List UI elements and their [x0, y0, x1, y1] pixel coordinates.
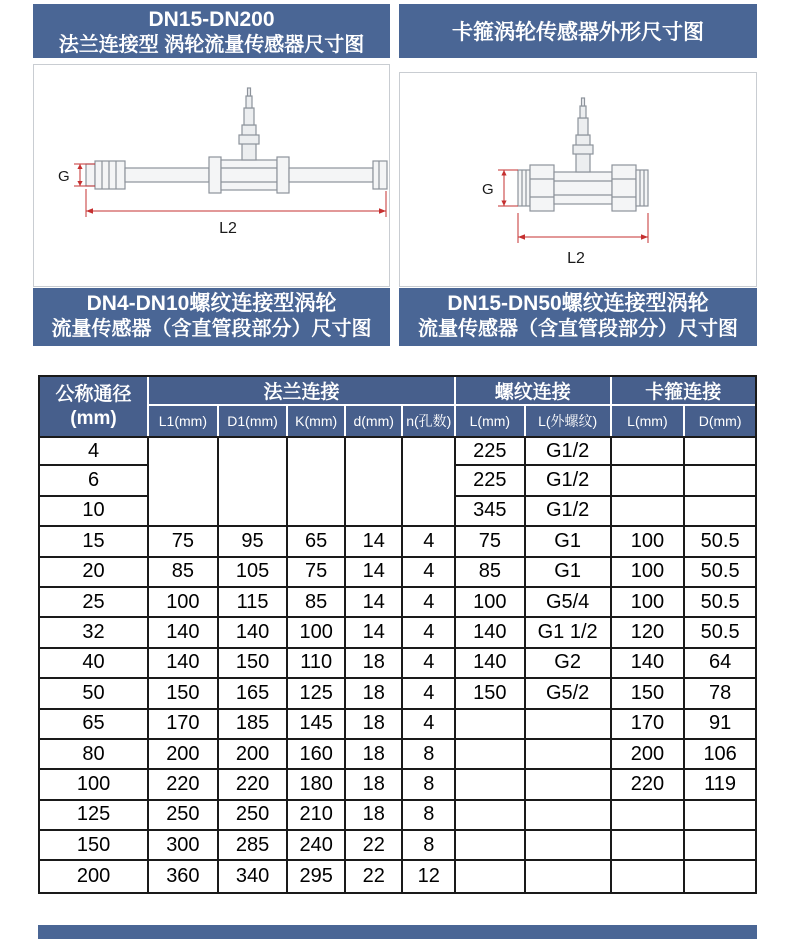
- header-nominal-diameter: [40, 377, 149, 436]
- top-left-title-banner: [33, 4, 390, 58]
- table-cell: 150: [149, 679, 219, 709]
- table-cell-empty: [526, 740, 612, 770]
- table-cell: 100: [612, 527, 686, 557]
- table-cell: 14: [346, 618, 404, 648]
- table-cell: 18: [346, 679, 404, 709]
- right-g-label: G: [482, 181, 494, 198]
- table-cell: 4: [403, 679, 456, 709]
- table-cell-empty: [456, 801, 526, 831]
- table-cell: 50: [40, 679, 149, 709]
- table-cell: 22: [346, 861, 404, 891]
- table-cell: 100: [288, 618, 346, 648]
- table-cell: 85: [149, 558, 219, 588]
- table-cell-empty: [612, 466, 686, 496]
- table-cell-empty: [685, 466, 755, 496]
- table-cell-empty: [526, 801, 612, 831]
- table-body: [40, 436, 755, 892]
- table-cell: 150: [456, 679, 526, 709]
- table-cell: 150: [219, 649, 289, 679]
- table-cell: 220: [612, 770, 686, 800]
- table-cell: 120: [612, 618, 686, 648]
- table-cell: 18: [346, 649, 404, 679]
- table-cell: 40: [40, 649, 149, 679]
- top-left-title-line1: DN15-DN200: [148, 8, 275, 31]
- table-cell: 170: [612, 710, 686, 740]
- table-cell: 6: [40, 466, 149, 496]
- table-cell: 200: [149, 740, 219, 770]
- table-cell: 65: [288, 527, 346, 557]
- table-row: [40, 436, 755, 466]
- table-cell: 300: [149, 831, 219, 861]
- table-cell: 50.5: [685, 527, 755, 557]
- header-n: n(孔数): [403, 406, 456, 436]
- table-cell: 32: [40, 618, 149, 648]
- table-cell: 4: [403, 618, 456, 648]
- table-cell: 140: [612, 649, 686, 679]
- table-cell: 18: [346, 710, 404, 740]
- table-cell: 220: [219, 770, 289, 800]
- header-group-thread: 螺纹连接: [456, 377, 612, 406]
- table-cell: 10: [40, 497, 149, 527]
- table-cell: 8: [403, 740, 456, 770]
- table-cell: 145: [288, 710, 346, 740]
- table-cell: 8: [403, 831, 456, 861]
- table-cell: 140: [149, 649, 219, 679]
- table-cell: 18: [346, 740, 404, 770]
- table-cell: 285: [219, 831, 289, 861]
- table-cell: 14: [346, 558, 404, 588]
- header-group-flange: 法兰连接: [149, 377, 456, 406]
- table-row: [40, 527, 755, 557]
- table-cell-empty: [526, 710, 612, 740]
- table-cell-empty: [149, 436, 219, 527]
- table-cell: 185: [219, 710, 289, 740]
- table-cell: 50.5: [685, 558, 755, 588]
- table-cell-empty: [288, 436, 346, 527]
- table-cell-empty: [346, 436, 404, 527]
- top-left-title-line2: 法兰连接型 涡轮流量传感器尺寸图: [58, 34, 365, 56]
- table-cell-empty: [456, 710, 526, 740]
- table-cell: 100: [612, 558, 686, 588]
- table-cell: 110: [288, 649, 346, 679]
- left-caption-banner: [33, 288, 390, 346]
- table-cell-empty: [685, 436, 755, 466]
- dimension-table-wrapper: [38, 375, 757, 894]
- table-cell: 14: [346, 588, 404, 618]
- table-cell-empty: [526, 861, 612, 891]
- table-cell: 25: [40, 588, 149, 618]
- table-cell: 50.5: [685, 588, 755, 618]
- table-cell: 250: [219, 801, 289, 831]
- right-dimension-g: [498, 170, 518, 206]
- header-thread-l: L(mm): [456, 406, 526, 436]
- table-cell: 4: [403, 588, 456, 618]
- table-cell-empty: [526, 770, 612, 800]
- table-cell: G5/2: [526, 679, 612, 709]
- table-cell-empty: [612, 497, 686, 527]
- table-cell-empty: [685, 497, 755, 527]
- table-cell: 4: [403, 527, 456, 557]
- table-row: [40, 679, 755, 709]
- table-cell-empty: [456, 861, 526, 891]
- table-cell: 200: [40, 861, 149, 891]
- table-cell: 140: [219, 618, 289, 648]
- right-caption-line2: 流量传感器（含直管段部分）尺寸图: [418, 318, 738, 340]
- left-dimension-l2: [86, 189, 386, 217]
- table-cell-empty: [612, 831, 686, 861]
- table-cell: 125: [288, 679, 346, 709]
- table-group-header-row: [40, 377, 755, 406]
- table-cell: 18: [346, 801, 404, 831]
- table-cell: 85: [456, 558, 526, 588]
- table-cell: 8: [403, 770, 456, 800]
- right-diagram-drawing: [400, 73, 756, 286]
- table-cell-empty: [685, 801, 755, 831]
- table-cell: G1/2: [526, 497, 612, 527]
- header-group-clamp: 卡箍连接: [612, 377, 755, 406]
- table-cell: 75: [456, 527, 526, 557]
- left-g-label: G: [58, 168, 70, 185]
- table-cell-empty: [612, 861, 686, 891]
- table-cell: 4: [403, 710, 456, 740]
- table-cell: 200: [612, 740, 686, 770]
- top-right-title-banner: [399, 4, 757, 58]
- table-cell: G1 1/2: [526, 618, 612, 648]
- table-cell: 64: [685, 649, 755, 679]
- left-l2-label: L2: [219, 220, 237, 237]
- right-dimension-l2: [518, 213, 648, 243]
- table-row: [40, 770, 755, 800]
- header-clamp-d: D(mm): [685, 406, 755, 436]
- table-cell: 150: [612, 679, 686, 709]
- table-cell: 14: [346, 527, 404, 557]
- table-cell: 160: [288, 740, 346, 770]
- table-row: [40, 588, 755, 618]
- table-cell: 75: [288, 558, 346, 588]
- table-cell: 170: [149, 710, 219, 740]
- table-cell: 91: [685, 710, 755, 740]
- table-cell: G1/2: [526, 466, 612, 496]
- table-cell: 18: [346, 770, 404, 800]
- table-cell: G1: [526, 558, 612, 588]
- table-cell: G1: [526, 527, 612, 557]
- header-nominal-diameter-line1: 公称通径: [55, 383, 132, 405]
- table-cell: 340: [219, 861, 289, 891]
- header-k: K(mm): [288, 406, 346, 436]
- table-cell: 100: [612, 588, 686, 618]
- table-cell: 78: [685, 679, 755, 709]
- table-cell-empty: [685, 831, 755, 861]
- table-cell: 8: [403, 801, 456, 831]
- table-cell: 85: [288, 588, 346, 618]
- table-cell-empty: [526, 831, 612, 861]
- table-cell-empty: [219, 436, 289, 527]
- table-cell: 100: [149, 588, 219, 618]
- header-thread-ext: L(外螺纹): [526, 406, 612, 436]
- right-l2-label: L2: [567, 250, 585, 267]
- table-cell: G5/4: [526, 588, 612, 618]
- right-caption-banner: [399, 288, 757, 346]
- table-cell: 12: [403, 861, 456, 891]
- table-cell: 150: [40, 831, 149, 861]
- right-caption-line1: DN15-DN50螺纹连接型涡轮: [447, 292, 709, 315]
- table-cell: 360: [149, 861, 219, 891]
- table-cell: 140: [149, 618, 219, 648]
- table-row: [40, 649, 755, 679]
- table-cell: 75: [149, 527, 219, 557]
- bottom-section-strip: [38, 925, 757, 939]
- left-sensor-assembly: [86, 157, 387, 193]
- top-right-title-line1: 卡箍涡轮传感器外形尺寸图: [452, 21, 704, 44]
- table-cell: 240: [288, 831, 346, 861]
- table-row: [40, 861, 755, 891]
- table-cell: 220: [149, 770, 219, 800]
- header-nominal-diameter-line2: (mm): [70, 407, 117, 429]
- left-connector: [239, 88, 259, 160]
- table-row: [40, 710, 755, 740]
- table-cell: 4: [403, 649, 456, 679]
- table-cell: 4: [40, 436, 149, 466]
- table-cell: 250: [149, 801, 219, 831]
- table-cell-empty: [612, 801, 686, 831]
- table-cell-empty: [612, 436, 686, 466]
- table-cell: 105: [219, 558, 289, 588]
- table-cell-empty: [685, 861, 755, 891]
- table-cell: 295: [288, 861, 346, 891]
- table-cell: G1/2: [526, 436, 612, 466]
- table-cell: 345: [456, 497, 526, 527]
- table-row: [40, 558, 755, 588]
- table-row: [40, 618, 755, 648]
- table-row: [40, 831, 755, 861]
- table-cell: 100: [456, 588, 526, 618]
- header-d1: D1(mm): [219, 406, 289, 436]
- table-cell: 115: [219, 588, 289, 618]
- table-cell: 225: [456, 436, 526, 466]
- left-diagram-box: [33, 64, 390, 287]
- table-cell: 225: [456, 466, 526, 496]
- left-diagram-drawing: [34, 65, 389, 286]
- right-diagram-box: [399, 72, 757, 287]
- left-caption-line2: 流量传感器（含直管段部分）尺寸图: [51, 318, 372, 340]
- table-cell: 20: [40, 558, 149, 588]
- table-cell: 119: [685, 770, 755, 800]
- table-cell-empty: [456, 740, 526, 770]
- dimension-table: [40, 377, 755, 892]
- table-cell-empty: [403, 436, 456, 527]
- table-cell: 106: [685, 740, 755, 770]
- table-cell: 140: [456, 618, 526, 648]
- header-clamp-l: L(mm): [612, 406, 686, 436]
- table-cell: 200: [219, 740, 289, 770]
- table-cell: 100: [40, 770, 149, 800]
- table-cell-empty: [456, 770, 526, 800]
- right-connector: [573, 98, 593, 172]
- table-cell: 140: [456, 649, 526, 679]
- table-cell: 210: [288, 801, 346, 831]
- table-cell: 15: [40, 527, 149, 557]
- table-cell: 22: [346, 831, 404, 861]
- header-l1: L1(mm): [149, 406, 219, 436]
- table-row: [40, 740, 755, 770]
- table-row: [40, 801, 755, 831]
- table-cell: G2: [526, 649, 612, 679]
- table-cell: 180: [288, 770, 346, 800]
- table-cell: 95: [219, 527, 289, 557]
- table-cell: 80: [40, 740, 149, 770]
- table-cell-empty: [456, 831, 526, 861]
- header-d: d(mm): [346, 406, 404, 436]
- table-cell: 65: [40, 710, 149, 740]
- table-cell: 50.5: [685, 618, 755, 648]
- table-cell: 125: [40, 801, 149, 831]
- table-cell: 4: [403, 558, 456, 588]
- left-caption-line1: DN4-DN10螺纹连接型涡轮: [86, 292, 337, 315]
- table-cell: 165: [219, 679, 289, 709]
